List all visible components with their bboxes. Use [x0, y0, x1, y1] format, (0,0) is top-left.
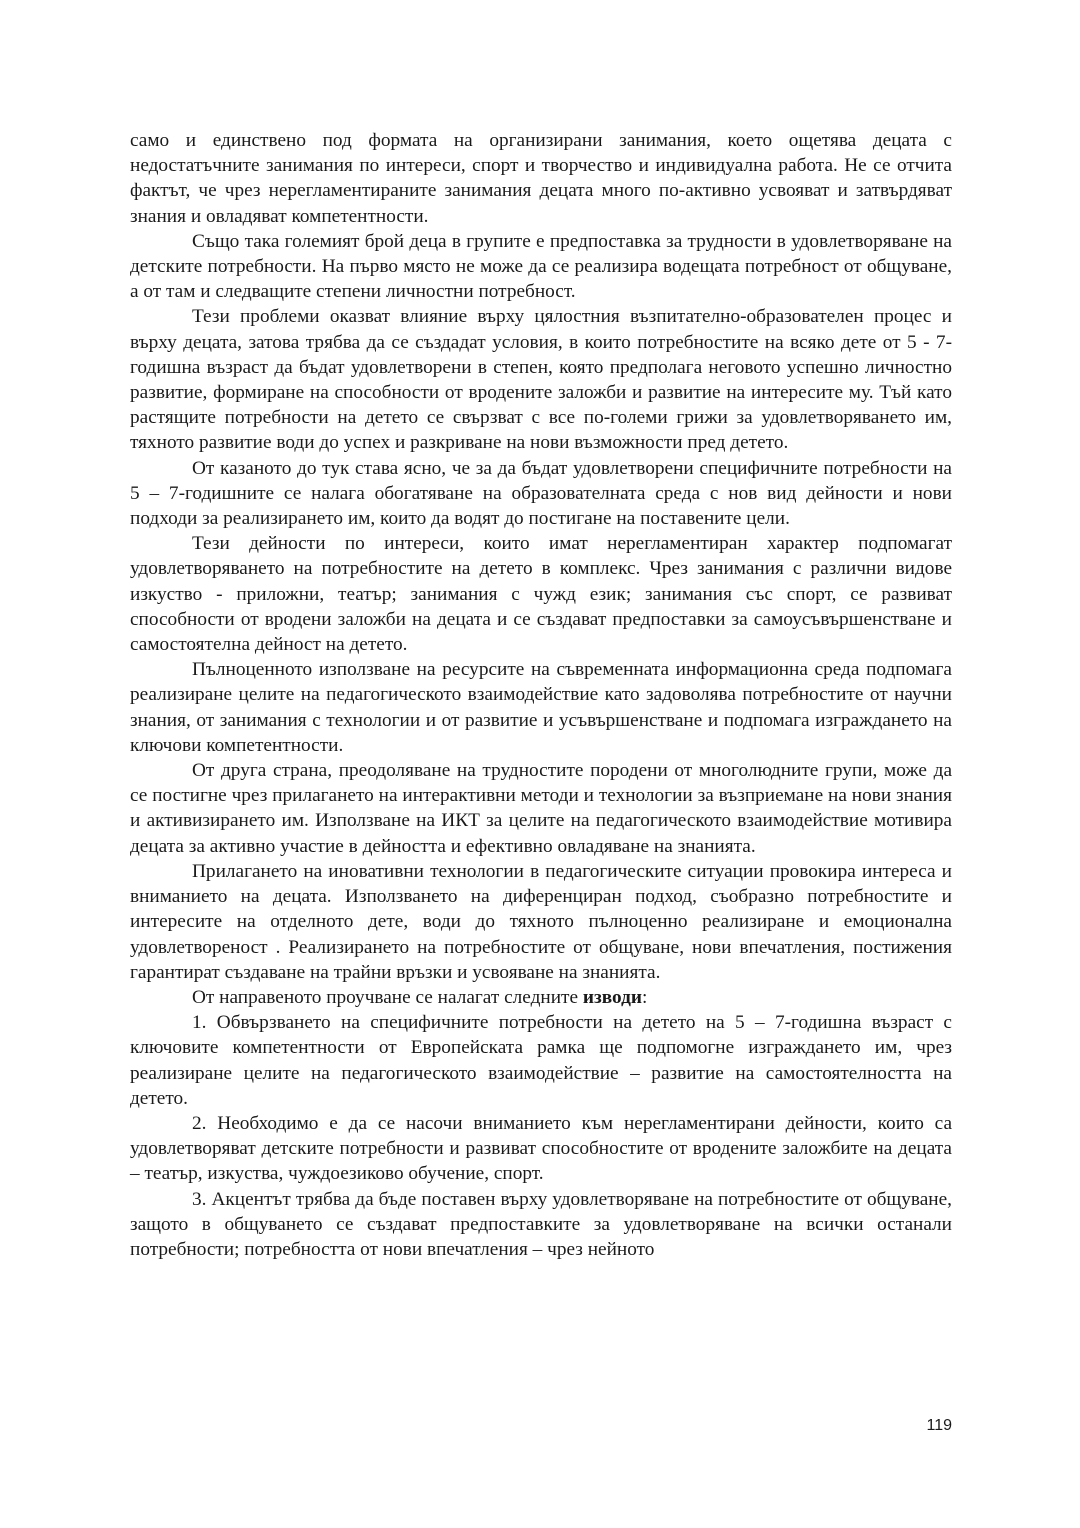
paragraph: Също така големият брой деца в групите е предпоставка за трудности в удовлетворяване на детските потребности. На първо място не може да се реализира водещата потребност от общуване, а от там и следващите степени личностни потребност. — [130, 230, 952, 303]
conclusions-keyword: изводи — [582, 986, 642, 1008]
paragraph: От друга страна, преодоляване на трудностите породени от многолюдните групи, може да се постигне чрез прилагането на интерактивни методи и технологии за възприемане на нови знания и активизирането им. Използване на ИКТ за целите на педагогическото взаимодействие мотивира децата за активно участие в дейността и ефективно овладяване на знанията. — [130, 760, 952, 857]
list-item: 2. Необходимо е да се насочи вниманието към нерегламентирани дейности, които са удовлетворяват детските потребности и развиват способностите от вродените заложбите на децата – театър, изкуства, чуждоезиково обучение, спорт. — [130, 1112, 952, 1185]
paragraph-continuation: само и единствено под формата на организирани занимания, което ощетява децата с недостатъчните занимания по интереси, спорт и творчество и индивидуална работа. Не се отчита фактът, че чрез нерегламентираните занимания децата много по-активно усвояват и затвърдяват знания и овладяват компетентности. — [130, 130, 952, 227]
conclusions-intro-text: От направеното проучване се налагат следните — [192, 986, 579, 1008]
paragraph: Прилагането на иновативни технологии в педагогическите ситуации провокира интереса и вниманието на децата. Използването на диференциран подход, съобразно потребностите и интересите на отделното дете, води до тяхното пълноценно реализиране и емоционална удовлетвореност . Реализирането на потребностите от общуване, нови впечатления, постижения гарантират създаване на трайни връзки и усвояване на знанията. — [130, 860, 952, 983]
conclusions-intro — [130, 985, 952, 1010]
paragraph: Тези проблеми оказват влияние върху цялостния възпитателно-образователен процес и върху децата, затова трябва да се създадат условия, в които потребностите на всяко дете от 5 - 7-годишна възраст да бъдат удовлетворени в степен, която предполага неговото успешно личностно развитие, формиране на способности от вродените заложби и развитие на интересите му. Тъй като растящите потребности на детето се свързват с все по-големи грижи за удовлетворяването им, тяхното развитие води до успех и разкриване на нови възможности пред детето. — [130, 306, 952, 454]
conclusions-colon: : — [641, 986, 648, 1008]
paragraph: Пълноценното използване на ресурсите на съвременната информационна среда подпомага реализиране целите на педагогическото взаимодействие като задоволява потребностите от научни знания, от занимания с технологии и от развитие и усъвършенстване и подпомага изграждането на ключови компетентности. — [130, 659, 952, 756]
document-body — [130, 128, 952, 1262]
list-item: 3. Акцентът трябва да бъде поставен върху удовлетворяване на потребностите от общуване, защото в общуването се създават предпоставките за удовлетворяване на всички останали потребности; потребността от нови впечатления – чрез нейното — [130, 1188, 952, 1260]
paragraph: От казаното до тук става ясно, че за да бъдат удовлетворени специфичните потребности на 5 – 7-годишните се налага обогатяване на образователната среда с нов вид дейности и нови подходи за реализирането им, които да водят до постигане на поставените цели. — [130, 457, 952, 530]
page-number: 119 — [926, 1417, 952, 1434]
paragraph: Тези дейности по интереси, които имат нерегламентиран характер подпомагат удовлетворяването на потребностите на детето в комплекс. Чрез занимания с различни видове изкуство - приложни, театър; занимания с чужд език; занимания със спорт, се развиват способности от вродени заложби на децата и се създават предпоставки за самоусъвършенстване и самостоятелна дейност на детето. — [130, 533, 952, 656]
list-item: 1. Обвързването на специфичните потребности на детето на 5 – 7-годишна възраст с ключовите компетентности от Европейската рамка ще подпомогне изграждането им, чрез реализиране целите на педагогическото взаимодействие – развитие на самостоятелността на детето. — [130, 1012, 952, 1109]
